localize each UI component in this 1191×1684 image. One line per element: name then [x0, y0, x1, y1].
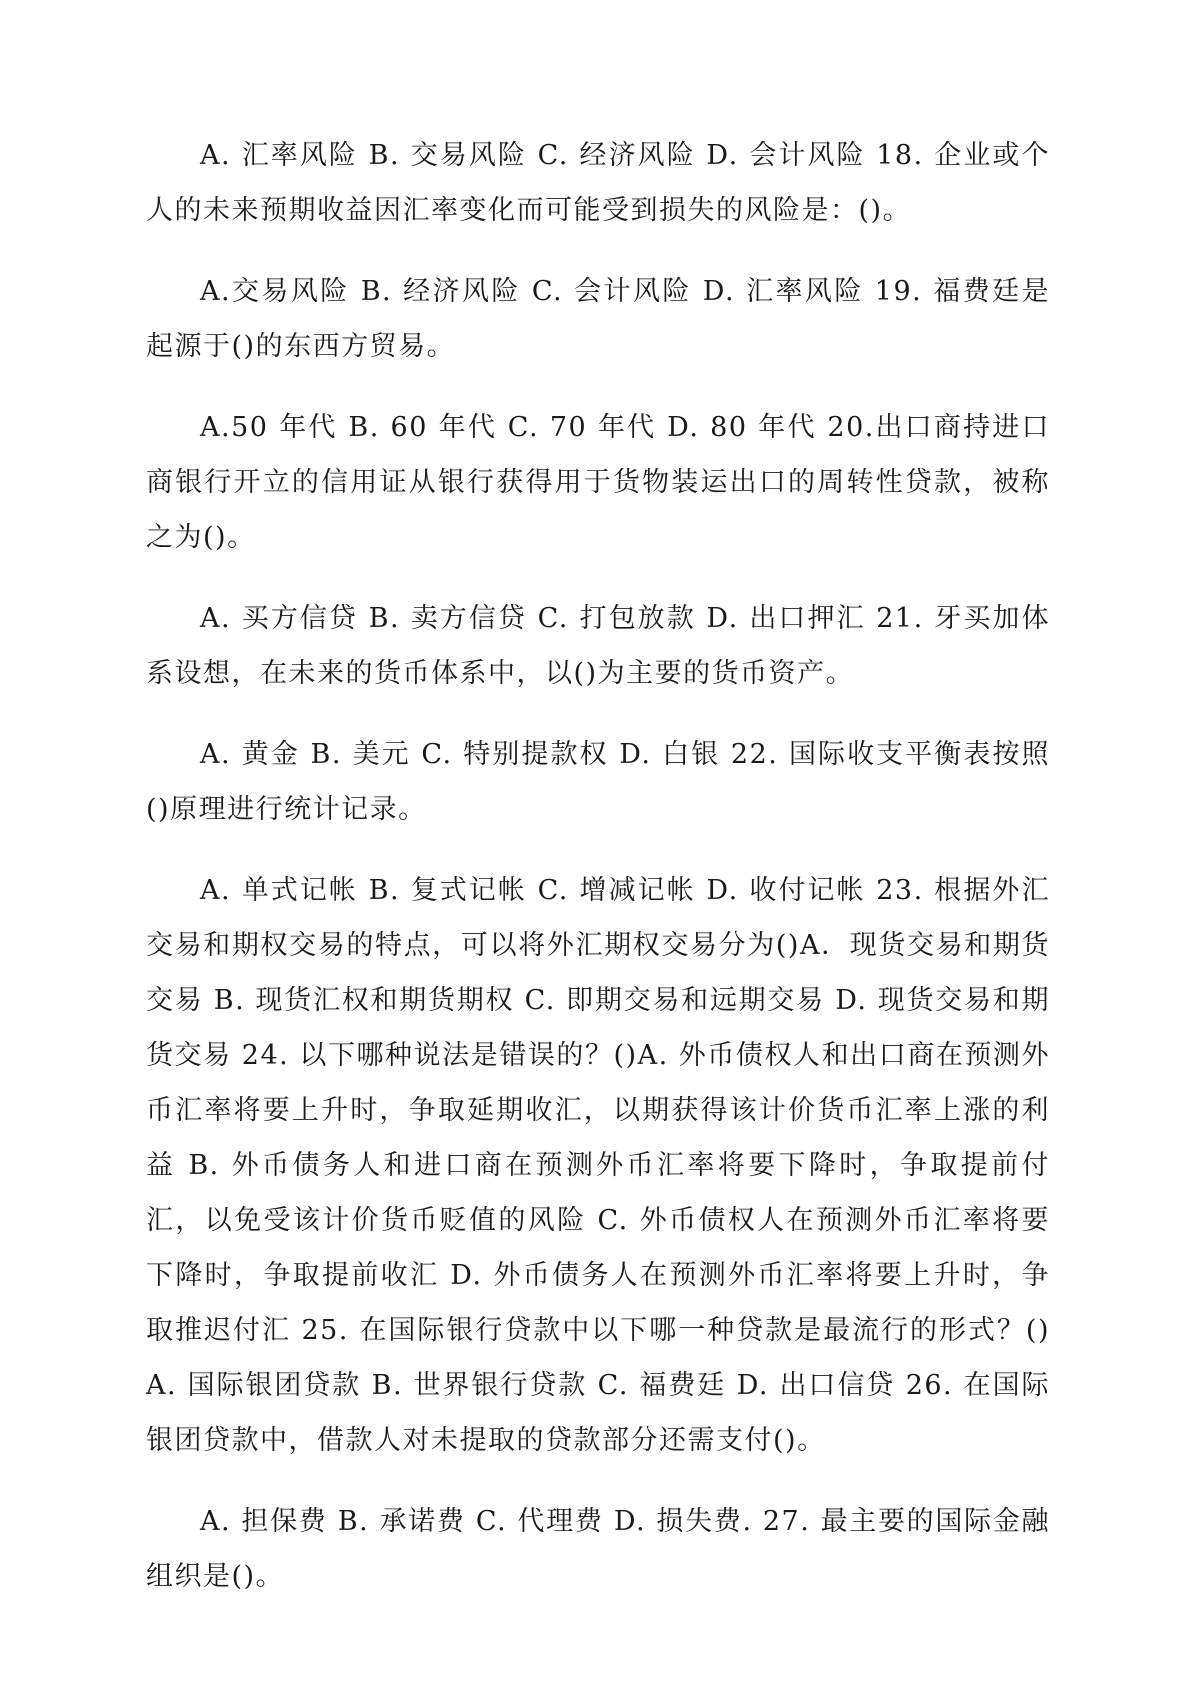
question-paragraph: A.交易风险 B. 经济风险 C. 会计风险 D. 汇率风险 19. 福费廷是起源于()的东西方贸易。 [146, 276, 1050, 362]
question-paragraph: A. 担保费 B. 承诺费 C. 代理费 D. 损失费. 27. 最主要的国际金融组织是()。 [146, 1506, 1050, 1592]
question-paragraph: A. 买方信贷 B. 卖方信贷 C. 打包放款 D. 出口押汇 21. 牙买加体系设想，在未来的货币体系中，以()为主要的货币资产。 [146, 603, 1050, 689]
question-paragraph: A. 单式记帐 B. 复式记帐 C. 增减记帐 D. 收付记帐 23. 根据外汇交易和期权交易的特点，可以将外汇期权交易分为()A．现货交易和期货交易 B. 现货汇权和期货期权 C. 即期交易和远期交易 D. 现货交易和期货交易 24. 以下哪种说法是错误的？()A. 外币债权人和出口商在预测外币汇率将要上升时，争取延期收汇，以期获得该计价货币汇率上涨的利益 B. 外币债务人和进口商在预测外币汇率将要下降时，争取提前付汇，以免受该计价货币贬值的风险 C. 外币债权人在预测外币汇率将要下降时，争取提前收汇 D. 外币债务人在预测外币汇率将要上升时，争取推迟付汇 25. 在国际银行贷款中以下哪一种贷款是最流行的形式？()A. 国际银团贷款 B. 世界银行贷款 C. 福费廷 D. 出口信贷 26. 在国际银团贷款中，借款人对未提取的贷款部分还需支付()。 [146, 875, 1050, 1456]
question-paragraph: A. 汇率风险 B. 交易风险 C. 经济风险 D. 会计风险 18. 企业或个人的未来预期收益因汇率变化而可能受到损失的风险是：()。 [146, 140, 1050, 226]
document-page [146, 128, 1050, 1630]
question-paragraph: A. 黄金 B. 美元 C. 特别提款权 D. 白银 22. 国际收支平衡表按照()原理进行统计记录。 [146, 739, 1050, 825]
question-paragraph: A.50 年代 B. 60 年代 C. 70 年代 D. 80 年代 20.出口商持进口商银行开立的信用证从银行获得用于货物装运出口的周转性贷款，被称之为()。 [146, 412, 1050, 553]
